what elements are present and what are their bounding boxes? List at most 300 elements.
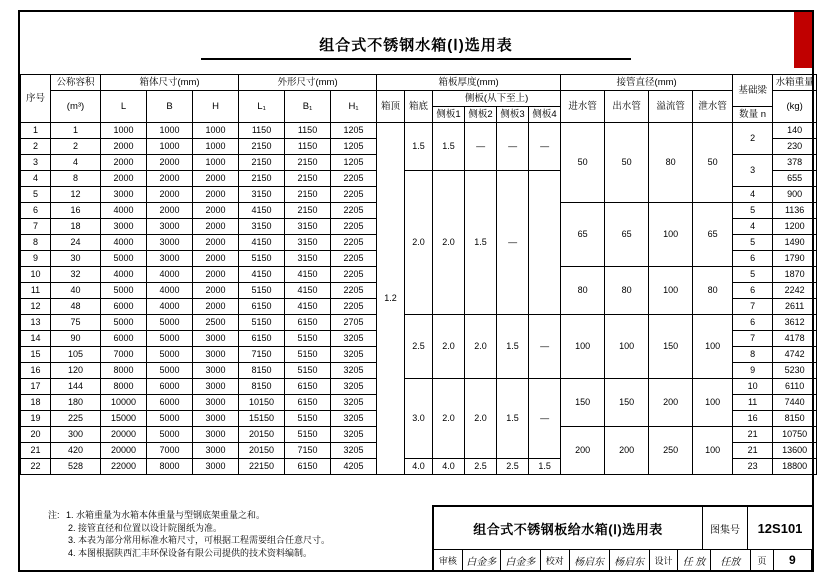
selection-table (20, 74, 817, 475)
cell-B1: 5150 (285, 331, 331, 347)
cell-side2: 2.0 (465, 379, 497, 459)
red-index-tab (794, 12, 812, 68)
cell-B1: 3150 (285, 251, 331, 267)
cell-H1: 4205 (331, 459, 377, 475)
cell-seq: 17 (21, 379, 51, 395)
cell-L: 15000 (101, 411, 147, 427)
cell-top-thickness: 1.2 (377, 123, 405, 475)
cell-B1: 4150 (285, 283, 331, 299)
cell-B: 2000 (147, 171, 193, 187)
cell-beam-qty: 7 (733, 299, 773, 315)
cell-beam-qty: 10 (733, 379, 773, 395)
cell-L: 2000 (101, 155, 147, 171)
design-name: 任 放 (678, 550, 710, 570)
cell-B1: 3150 (285, 235, 331, 251)
cell-seq: 11 (21, 283, 51, 299)
cell-H: 2000 (193, 219, 239, 235)
cell-H1: 1205 (331, 123, 377, 139)
cell-B: 8000 (147, 459, 193, 475)
cell-weight: 4742 (773, 347, 817, 363)
cell-seq: 15 (21, 347, 51, 363)
design-signature: 任放 (711, 550, 751, 570)
table-body (21, 123, 817, 475)
cell-seq: 8 (21, 235, 51, 251)
cell-weight: 1200 (773, 219, 817, 235)
cell-seq: 19 (21, 411, 51, 427)
cell-beam-qty: 9 (733, 363, 773, 379)
cell-L1: 2150 (239, 155, 285, 171)
signature-row (434, 550, 812, 570)
cell-L: 3000 (101, 219, 147, 235)
cell-B1: 4150 (285, 267, 331, 283)
cell-B1: 1150 (285, 139, 331, 155)
cell-L: 8000 (101, 379, 147, 395)
cell-outlet: 150 (605, 379, 649, 427)
cell-H1: 3205 (331, 411, 377, 427)
cell-H: 1000 (193, 139, 239, 155)
cell-volume: 2 (51, 139, 101, 155)
cell-weight: 1870 (773, 267, 817, 283)
th-H: H (193, 91, 239, 123)
cell-side2: 1.5 (465, 171, 497, 315)
cell-weight: 900 (773, 187, 817, 203)
cell-B: 4000 (147, 299, 193, 315)
cell-drain: 50 (693, 123, 733, 203)
cell-L: 10000 (101, 395, 147, 411)
check-label: 校对 (541, 550, 570, 570)
th-pipe-diameter: 接管直径(mm) (561, 75, 733, 91)
cell-L1: 10150 (239, 395, 285, 411)
cell-beam-qty: 2 (733, 123, 773, 155)
cell-beam-qty: 6 (733, 251, 773, 267)
page-label: 页 (751, 550, 774, 570)
cell-weight: 1136 (773, 203, 817, 219)
design-label: 设计 (650, 550, 679, 570)
cell-L: 8000 (101, 363, 147, 379)
table-row (21, 123, 817, 139)
cell-B: 7000 (147, 443, 193, 459)
cell-B: 2000 (147, 155, 193, 171)
cell-beam-qty: 4 (733, 219, 773, 235)
cell-side4: 1.5 (529, 459, 561, 475)
th-bottom-plate: 箱底 (405, 91, 433, 123)
cell-bottom-thickness: 2.0 (405, 171, 433, 315)
cell-seq: 10 (21, 267, 51, 283)
cell-side3: 1.5 (497, 315, 529, 379)
cell-volume: 12 (51, 187, 101, 203)
th-B: B (147, 91, 193, 123)
cell-weight: 10750 (773, 427, 817, 443)
th-side1: 侧板1 (433, 107, 465, 123)
cell-H1: 2205 (331, 251, 377, 267)
cell-volume: 180 (51, 395, 101, 411)
cell-L1: 22150 (239, 459, 285, 475)
cell-H1: 1205 (331, 139, 377, 155)
cell-H1: 2205 (331, 203, 377, 219)
cell-side1: 4.0 (433, 459, 465, 475)
th-L1: L₁ (239, 91, 285, 123)
table-row (21, 379, 817, 395)
cell-B: 3000 (147, 235, 193, 251)
title-block (432, 505, 812, 570)
cell-volume: 24 (51, 235, 101, 251)
check-signature: 杨启东 (570, 550, 610, 570)
cell-seq: 5 (21, 187, 51, 203)
cell-L1: 2150 (239, 171, 285, 187)
cell-B: 5000 (147, 427, 193, 443)
cell-H1: 1205 (331, 155, 377, 171)
cell-inlet: 65 (561, 203, 605, 267)
cell-outlet: 100 (605, 315, 649, 379)
cell-H: 2000 (193, 251, 239, 267)
th-inlet: 进水管 (561, 91, 605, 123)
cell-H1: 2205 (331, 219, 377, 235)
cell-B: 4000 (147, 283, 193, 299)
cell-B1: 6150 (285, 459, 331, 475)
cell-L: 22000 (101, 459, 147, 475)
cell-beam-qty: 16 (733, 411, 773, 427)
cell-H1: 2205 (331, 299, 377, 315)
cell-outlet: 50 (605, 123, 649, 203)
cell-H1: 3205 (331, 347, 377, 363)
cell-L: 6000 (101, 331, 147, 347)
th-weight: 水箱重量 (773, 75, 817, 91)
cell-beam-qty: 7 (733, 331, 773, 347)
cell-B1: 6150 (285, 395, 331, 411)
cell-seq: 22 (21, 459, 51, 475)
cell-H: 3000 (193, 331, 239, 347)
cell-drain: 100 (693, 379, 733, 427)
note-item-4: 4. 本图根据陕西汇丰环保设备有限公司提供的技术资料编制。 (68, 547, 313, 558)
cell-volume: 120 (51, 363, 101, 379)
cell-beam-qty: 5 (733, 203, 773, 219)
cell-L: 4000 (101, 203, 147, 219)
cell-L1: 8150 (239, 363, 285, 379)
cell-beam-qty: 23 (733, 459, 773, 475)
cell-seq: 6 (21, 203, 51, 219)
cell-H1: 2205 (331, 187, 377, 203)
drawing-sheet (18, 10, 814, 572)
cell-side4: — (529, 315, 561, 379)
cell-weight: 1490 (773, 235, 817, 251)
cell-seq: 14 (21, 331, 51, 347)
cell-H1: 3205 (331, 331, 377, 347)
cell-L: 4000 (101, 267, 147, 283)
cell-inlet: 150 (561, 379, 605, 427)
cell-volume: 225 (51, 411, 101, 427)
th-side2: 侧板2 (465, 107, 497, 123)
cell-L: 4000 (101, 235, 147, 251)
cell-B1: 6150 (285, 379, 331, 395)
cell-B1: 1150 (285, 123, 331, 139)
cell-inlet: 100 (561, 315, 605, 379)
cell-L1: 4150 (239, 203, 285, 219)
cell-H: 3000 (193, 347, 239, 363)
cell-seq: 12 (21, 299, 51, 315)
cell-bottom-thickness: 3.0 (405, 379, 433, 459)
cell-overflow: 100 (649, 267, 693, 315)
cell-volume: 8 (51, 171, 101, 187)
cell-L: 5000 (101, 315, 147, 331)
cell-H: 2000 (193, 299, 239, 315)
cell-outlet: 200 (605, 427, 649, 475)
cell-L1: 5150 (239, 283, 285, 299)
title-block-main-row (434, 507, 812, 550)
cell-B1: 3150 (285, 219, 331, 235)
sheet-title-wrap (201, 34, 631, 60)
cell-B1: 2150 (285, 171, 331, 187)
cell-weight: 1790 (773, 251, 817, 267)
cell-beam-qty: 6 (733, 315, 773, 331)
cell-side2: 2.5 (465, 459, 497, 475)
cell-L: 7000 (101, 347, 147, 363)
cell-seq: 16 (21, 363, 51, 379)
cell-H: 3000 (193, 363, 239, 379)
cell-bottom-thickness: 4.0 (405, 459, 433, 475)
cell-B1: 5150 (285, 363, 331, 379)
cell-seq: 9 (21, 251, 51, 267)
th-seq: 序号 (21, 75, 51, 123)
cell-B: 3000 (147, 251, 193, 267)
cell-B1: 5150 (285, 427, 331, 443)
th-H1: H₁ (331, 91, 377, 123)
th-outlet: 出水管 (605, 91, 649, 123)
cell-H1: 3205 (331, 427, 377, 443)
cell-volume: 30 (51, 251, 101, 267)
cell-weight: 13600 (773, 443, 817, 459)
cell-side3: 2.5 (497, 459, 529, 475)
th-drain: 泄水管 (693, 91, 733, 123)
cell-volume: 16 (51, 203, 101, 219)
cell-inlet: 200 (561, 427, 605, 475)
cell-volume: 144 (51, 379, 101, 395)
cell-volume: 40 (51, 283, 101, 299)
cell-L1: 7150 (239, 347, 285, 363)
cell-B: 5000 (147, 411, 193, 427)
cell-beam-qty: 5 (733, 267, 773, 283)
cell-side2: 2.0 (465, 315, 497, 379)
cell-volume: 105 (51, 347, 101, 363)
cell-bottom-thickness: 2.5 (405, 315, 433, 379)
cell-B: 1000 (147, 139, 193, 155)
cell-B1: 2150 (285, 203, 331, 219)
table-row (21, 315, 817, 331)
cell-side4: — (529, 123, 561, 171)
cell-L1: 5150 (239, 315, 285, 331)
page-title: 组合式不锈钢水箱(Ⅰ)选用表 (319, 37, 513, 54)
cell-beam-qty: 3 (733, 155, 773, 187)
atlas-number-value: 12S101 (757, 520, 803, 536)
cell-H: 1000 (193, 155, 239, 171)
cell-side3: — (497, 123, 529, 171)
th-overflow: 溢流管 (649, 91, 693, 123)
cell-L1: 20150 (239, 427, 285, 443)
cell-B1: 5150 (285, 411, 331, 427)
cell-L1: 20150 (239, 443, 285, 459)
review-label: 审核 (434, 550, 463, 570)
cell-weight: 2611 (773, 299, 817, 315)
cell-B: 6000 (147, 395, 193, 411)
cell-inlet: 50 (561, 123, 605, 203)
cell-side3: 1.5 (497, 379, 529, 459)
cell-L: 1000 (101, 123, 147, 139)
th-plate-thickness: 箱板厚度(mm) (377, 75, 561, 91)
cell-L1: 1150 (239, 123, 285, 139)
cell-B: 2000 (147, 187, 193, 203)
cell-outlet: 65 (605, 203, 649, 267)
cell-L: 3000 (101, 187, 147, 203)
cell-volume: 420 (51, 443, 101, 459)
cell-weight: 5230 (773, 363, 817, 379)
cell-H: 1000 (193, 123, 239, 139)
cell-B1: 5150 (285, 347, 331, 363)
cell-L1: 3150 (239, 219, 285, 235)
cell-H1: 2205 (331, 171, 377, 187)
cell-L: 20000 (101, 443, 147, 459)
cell-B: 3000 (147, 219, 193, 235)
cell-volume: 18 (51, 219, 101, 235)
cell-B1: 2150 (285, 155, 331, 171)
cell-B: 4000 (147, 267, 193, 283)
cell-inlet: 80 (561, 267, 605, 315)
cell-side2: — (465, 123, 497, 171)
th-L: L (101, 91, 147, 123)
cell-B: 5000 (147, 315, 193, 331)
cell-H: 2000 (193, 203, 239, 219)
cell-L1: 6150 (239, 299, 285, 315)
cell-weight: 655 (773, 171, 817, 187)
cell-weight: 378 (773, 155, 817, 171)
note-item-1: 1. 水箱重量为水箱本体重量与型钢底架重量之和。 (66, 510, 266, 520)
cell-H: 3000 (193, 459, 239, 475)
cell-weight: 2242 (773, 283, 817, 299)
cell-L: 2000 (101, 139, 147, 155)
cell-beam-qty: 11 (733, 395, 773, 411)
cell-H: 2000 (193, 171, 239, 187)
cell-B: 2000 (147, 203, 193, 219)
cell-weight: 6110 (773, 379, 817, 395)
cell-L1: 5150 (239, 251, 285, 267)
cell-drain: 80 (693, 267, 733, 315)
th-side4: 侧板4 (529, 107, 561, 123)
notes-block (48, 509, 468, 559)
cell-weight: 18800 (773, 459, 817, 475)
cell-weight: 7440 (773, 395, 817, 411)
cell-volume: 300 (51, 427, 101, 443)
cell-drain: 65 (693, 203, 733, 267)
check-signature-2: 杨启东 (610, 550, 650, 570)
cell-seq: 18 (21, 395, 51, 411)
cell-B: 5000 (147, 347, 193, 363)
cell-B: 5000 (147, 331, 193, 347)
cell-seq: 1 (21, 123, 51, 139)
cell-seq: 3 (21, 155, 51, 171)
cell-H: 2000 (193, 267, 239, 283)
th-base-beam: 基础梁 (733, 75, 773, 107)
cell-B1: 7150 (285, 443, 331, 459)
cell-beam-qty: 21 (733, 427, 773, 443)
cell-L1: 4150 (239, 235, 285, 251)
cell-H1: 2205 (331, 283, 377, 299)
cell-weight: 230 (773, 139, 817, 155)
cell-seq: 4 (21, 171, 51, 187)
cell-H: 2000 (193, 235, 239, 251)
cell-volume: 90 (51, 331, 101, 347)
cell-side4 (529, 171, 561, 315)
cell-overflow: 80 (649, 123, 693, 203)
cell-L1: 6150 (239, 331, 285, 347)
cell-drain: 100 (693, 315, 733, 379)
cell-H1: 3205 (331, 395, 377, 411)
notes-head: 注: 1. 水箱重量为水箱本体重量与型钢底架重量之和。 (48, 510, 266, 520)
cell-overflow: 200 (649, 379, 693, 427)
cell-beam-qty: 5 (733, 235, 773, 251)
cell-side4: — (529, 379, 561, 459)
cell-H: 3000 (193, 379, 239, 395)
cell-H: 2000 (193, 283, 239, 299)
cell-overflow: 100 (649, 203, 693, 267)
cell-beam-qty: 6 (733, 283, 773, 299)
cell-L: 2000 (101, 171, 147, 187)
cell-weight: 3612 (773, 315, 817, 331)
cell-L1: 2150 (239, 139, 285, 155)
cell-volume: 1 (51, 123, 101, 139)
cell-B: 1000 (147, 123, 193, 139)
cell-beam-qty: 8 (733, 347, 773, 363)
cell-overflow: 150 (649, 315, 693, 379)
cell-H1: 3205 (331, 363, 377, 379)
cell-B1: 4150 (285, 299, 331, 315)
cell-B1: 6150 (285, 315, 331, 331)
cell-B: 5000 (147, 363, 193, 379)
cell-L: 6000 (101, 299, 147, 315)
cell-drain: 100 (693, 427, 733, 475)
cell-bottom-thickness: 1.5 (405, 123, 433, 171)
cell-beam-qty: 21 (733, 443, 773, 459)
page-number: 9 (774, 550, 812, 570)
cell-H1: 2705 (331, 315, 377, 331)
cell-B1: 2150 (285, 187, 331, 203)
cell-side1: 2.0 (433, 171, 465, 315)
cell-seq: 21 (21, 443, 51, 459)
review-signature-2: 白金多 (501, 550, 541, 570)
cell-side1: 1.5 (433, 123, 465, 171)
cell-H1: 2205 (331, 267, 377, 283)
th-body-size: 箱体尺寸(mm) (101, 75, 239, 91)
review-signature: 白金多 (463, 550, 501, 570)
note-item-3: 3. 本表为部分常用标准水箱尺寸，可根据工程需要组合任意尺寸。 (68, 535, 331, 545)
cell-overflow: 250 (649, 427, 693, 475)
cell-volume: 4 (51, 155, 101, 171)
cell-weight: 8150 (773, 411, 817, 427)
cell-H: 2500 (193, 315, 239, 331)
cell-H: 3000 (193, 427, 239, 443)
cell-weight: 4178 (773, 331, 817, 347)
cell-H1: 2205 (331, 235, 377, 251)
cell-weight: 140 (773, 123, 817, 139)
cell-seq: 7 (21, 219, 51, 235)
atlas-number-label: 图集号 (703, 507, 748, 549)
th-beam-qty: 数量 n (733, 107, 773, 123)
cell-L1: 15150 (239, 411, 285, 427)
th-side3: 侧板3 (497, 107, 529, 123)
cell-side1: 2.0 (433, 379, 465, 459)
cell-seq: 20 (21, 427, 51, 443)
cell-L: 5000 (101, 251, 147, 267)
th-top-plate: 箱顶 (377, 91, 405, 123)
cell-H: 3000 (193, 411, 239, 427)
th-nominal: 公称容积 (51, 75, 101, 91)
